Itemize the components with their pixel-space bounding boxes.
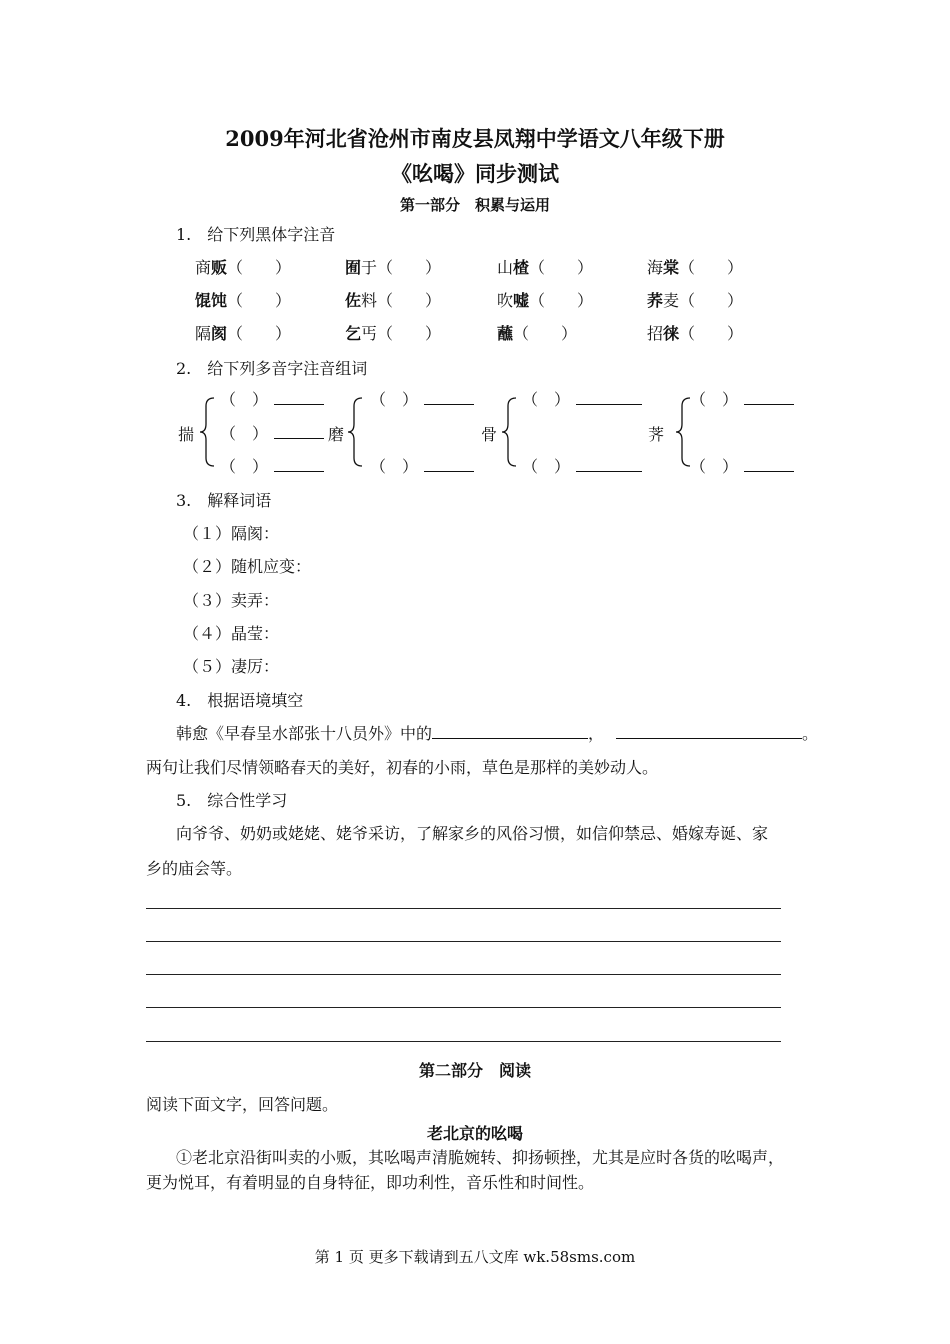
q3-item: （５）凄厉： — [183, 657, 280, 676]
answer-paren[interactable]: （ ） — [522, 390, 571, 409]
answer-paren[interactable]: （ ） — [690, 390, 739, 409]
part2-heading: 第二部分 阅读 — [418, 1061, 531, 1080]
pinyin-row — [690, 387, 794, 410]
brace-icon — [198, 396, 218, 468]
q1-item — [195, 321, 291, 344]
q1-item — [647, 288, 743, 311]
q3-item: （４）晶莹： — [183, 624, 280, 643]
pinyin-row — [220, 387, 324, 410]
answer-paren[interactable]: （ ） — [220, 424, 269, 443]
q1-item-bold: 乞 — [345, 324, 362, 343]
pinyin-row — [370, 387, 474, 410]
answer-blank[interactable] — [424, 390, 474, 405]
answer-paren[interactable]: （ ） — [679, 291, 744, 310]
q1-label: 1. 给下列黑体字注音 — [176, 225, 336, 244]
answer-paren[interactable]: （ ） — [690, 457, 739, 476]
answer-paren[interactable]: （ ） — [513, 324, 578, 343]
answer-paren[interactable]: （ ） — [227, 258, 292, 277]
answer-blank[interactable] — [274, 424, 324, 439]
q1-item — [345, 321, 441, 344]
q1-item-pre: 山 — [497, 258, 514, 277]
q1-item-bold: 佐 — [345, 291, 362, 310]
answer-paren[interactable]: （ ） — [377, 324, 442, 343]
q1-item — [345, 288, 441, 311]
article-p1-line2: 更为悦耳，有着明显的自身特征，即功利性，音乐性和时间性。 — [146, 1173, 595, 1192]
q1-item-bold: 蘸 — [497, 324, 514, 343]
pinyin-row — [370, 454, 474, 477]
answer-paren[interactable]: （ ） — [220, 390, 269, 409]
q4-line1 — [176, 721, 818, 744]
answer-line[interactable] — [146, 974, 781, 975]
q1-item-bold: 嘘 — [513, 291, 530, 310]
q3-label: 3. 解释词语 — [176, 491, 272, 510]
answer-blank[interactable] — [744, 390, 794, 405]
page-footer: 第 1 页 更多下载请到五八文库 wk.58sms.com — [314, 1248, 636, 1266]
article-title: 老北京的吆喝 — [426, 1124, 523, 1143]
answer-blank[interactable] — [274, 390, 324, 405]
answer-paren[interactable]: （ ） — [529, 258, 594, 277]
answer-paren[interactable]: （ ） — [679, 324, 744, 343]
answer-paren[interactable]: （ ） — [227, 291, 292, 310]
answer-line[interactable] — [146, 941, 781, 942]
q1-item — [497, 255, 593, 278]
pinyin-row — [220, 454, 324, 477]
answer-paren[interactable]: （ ） — [522, 457, 571, 476]
q1-item-bold: 徕 — [663, 324, 680, 343]
q5-line2: 乡的庙会等。 — [146, 859, 243, 878]
pinyin-row — [690, 454, 794, 477]
answer-blank[interactable] — [576, 457, 642, 472]
article-p1-line1: ①老北京沿街叫卖的小贩，其吆喝声清脆婉转、抑扬顿挫，尤其是应时各货的吆喝声， — [176, 1148, 785, 1167]
q5-label: 5. 综合性学习 — [176, 791, 288, 810]
title-line-2: 《吆喝》同步测试 — [391, 161, 559, 186]
pinyin-row — [220, 421, 324, 444]
brace-icon — [346, 396, 366, 468]
q4-line1-end: 。 — [802, 724, 819, 743]
q1-item — [647, 255, 743, 278]
q5-line1: 向爷爷、奶奶或姥姥、姥爷采访，了解家乡的风俗习惯，如信仰禁忌、婚嫁寿诞、家 — [176, 824, 769, 843]
q1-item-bold: 阂 — [211, 324, 228, 343]
polyphonic-char: 荠 — [648, 425, 665, 444]
answer-paren[interactable]: （ ） — [227, 324, 292, 343]
q1-item — [195, 255, 291, 278]
answer-paren[interactable]: （ ） — [370, 457, 419, 476]
brace-icon — [500, 396, 520, 468]
answer-blank[interactable] — [432, 724, 588, 739]
q3-item: （２）随机应变： — [183, 557, 312, 576]
q3-item: （１）隔阂： — [183, 524, 280, 543]
q1-item-bold: 馄饨 — [195, 291, 228, 310]
answer-paren[interactable]: （ ） — [220, 457, 269, 476]
answer-paren[interactable]: （ ） — [370, 390, 419, 409]
answer-blank[interactable] — [576, 390, 642, 405]
answer-paren[interactable]: （ ） — [377, 258, 442, 277]
q1-item-pre: 隔 — [195, 324, 212, 343]
polyphonic-char: 磨 — [328, 425, 345, 444]
q2-label: 2. 给下列多音字注音组词 — [176, 359, 368, 378]
q1-item-bold: 棠 — [663, 258, 680, 277]
answer-blank[interactable] — [274, 457, 324, 472]
q4-line1-mid: ， — [588, 724, 605, 743]
polyphonic-char: 揣 — [178, 425, 195, 444]
answer-line[interactable] — [146, 908, 781, 909]
q3-item: （３）卖弄： — [183, 591, 280, 610]
q1-item-bold: 贩 — [211, 258, 228, 277]
answer-blank[interactable] — [616, 724, 802, 739]
part1-heading: 第一部分 积累与运用 — [399, 196, 550, 214]
answer-line[interactable] — [146, 1007, 781, 1008]
q1-item-pre: 海 — [647, 258, 664, 277]
q1-item-post: 麦 — [663, 291, 680, 310]
q1-item — [647, 321, 743, 344]
q1-item — [497, 321, 577, 344]
title-line-1: 2009年河北省沧州市南皮县凤翔中学语文八年级下册 — [225, 126, 725, 151]
part2-instruction: 阅读下面文字，回答问题。 — [146, 1095, 339, 1114]
q4-label: 4. 根据语境填空 — [176, 691, 304, 710]
answer-paren[interactable]: （ ） — [679, 258, 744, 277]
q1-item-pre: 吹 — [497, 291, 514, 310]
answer-paren[interactable]: （ ） — [377, 291, 442, 310]
answer-blank[interactable] — [744, 457, 794, 472]
q1-item — [345, 255, 441, 278]
q1-item — [497, 288, 593, 311]
answer-line[interactable] — [146, 1041, 781, 1042]
q1-item — [195, 288, 291, 311]
q1-item-pre: 招 — [647, 324, 664, 343]
polyphonic-char: 骨 — [481, 425, 498, 444]
q1-item-bold: 囿 — [345, 258, 362, 277]
q1-item-post: 于 — [361, 258, 378, 277]
q4-line1-start: 韩愈《早春呈水部张十八员外》中的 — [176, 724, 433, 743]
q1-item-bold: 荞 — [647, 291, 664, 310]
q4-line2: 两句让我们尽情领略春天的美好，初春的小雨，草色是那样的美妙动人。 — [146, 758, 659, 777]
q1-item-pre: 商 — [195, 258, 212, 277]
answer-paren[interactable]: （ ） — [529, 291, 594, 310]
q1-item-post: 丐 — [361, 324, 378, 343]
q1-item-post: 料 — [361, 291, 378, 310]
pinyin-row — [522, 387, 642, 410]
pinyin-row — [522, 454, 642, 477]
answer-blank[interactable] — [424, 457, 474, 472]
q1-item-bold: 楂 — [513, 258, 530, 277]
